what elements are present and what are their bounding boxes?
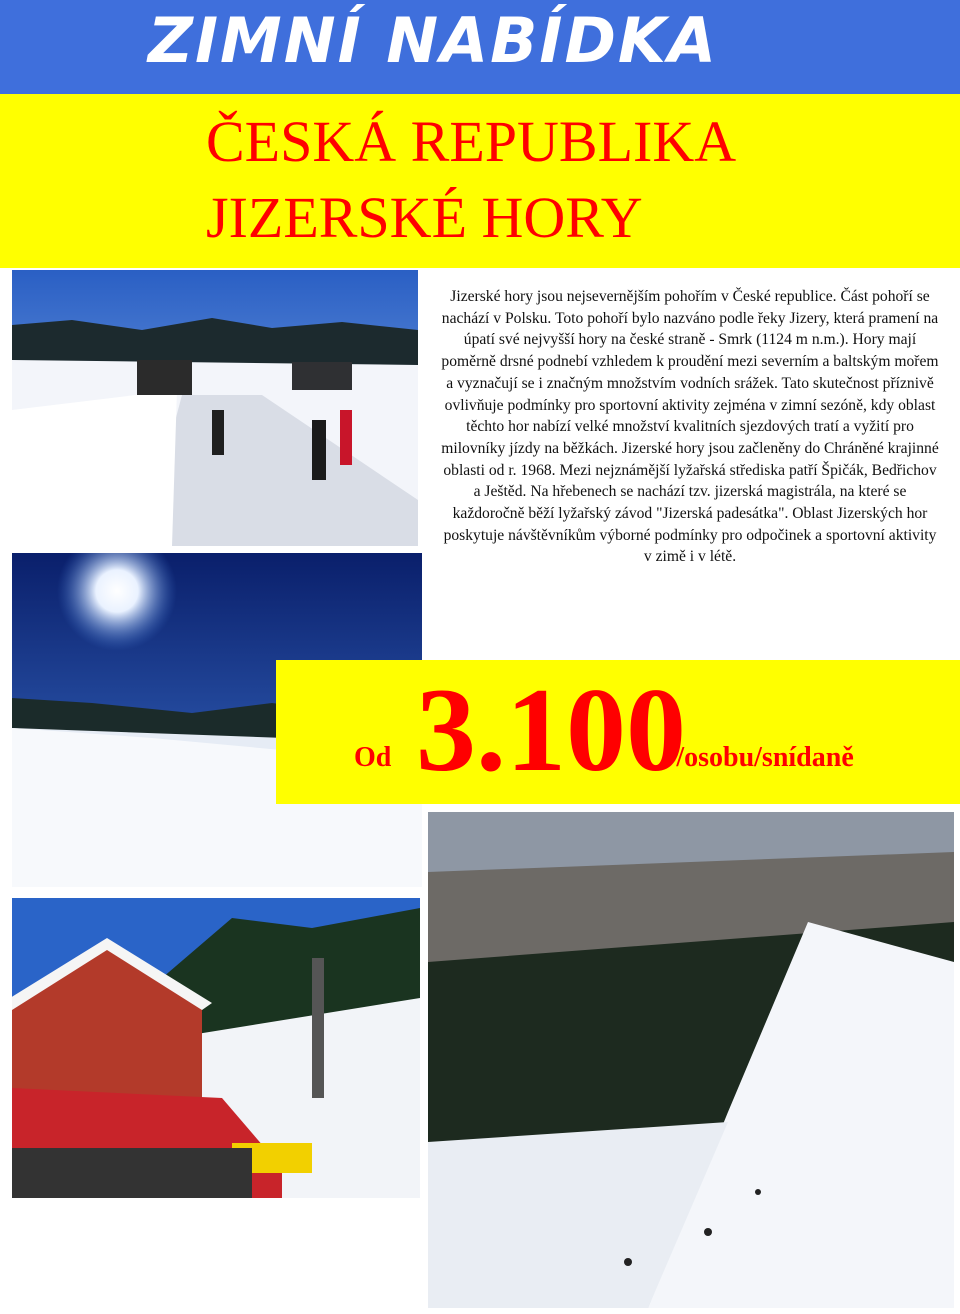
region-description: Jizerské hory jsou nejsevernějším pohořím v České republice. Část pohoří se nachází v Polsku. Toto pohoří bylo nazváno podle řeky Jizery, která pramení na úpatí své nejvyšší hory na české straně - Smrk (1124 m n.m.). Hory mají poměrně drsné podnebí vzhledem k proudění mezi severním a baltským mořem a vyznačují se i značným množstvím vodních srážek. Tato skutečnost příznivě ovlivňuje podmínky pro sportovní aktivity zejména v zimní sezóně, kdy oblast těchto hor nabízí velké množství kvalitních sjezdových tratí a vyžití pro milovníky jízdy na běžkách. Jizerské hory jsou začleněny do Chráněné krajinné oblasti od r. 1968. Mezi nejznámější lyžařská střediska patří Špičák, Bedřichov a Ještěd. Na hřebenech se nachází tzv. jizerská magistrála, na které se každoročně běží lyžařský závod "Jizerská padesátka". Oblast Jizerských hor poskytuje návštěvníkům výborné podmínky pro odpočinek a sportovní aktivity v zimě i v létě. [441, 288, 939, 566]
price-amount: 3.100 [416, 663, 686, 796]
photo-ski-slope [428, 812, 954, 1308]
offer-title: ZIMNÍ NABÍDKA [148, 4, 718, 77]
price-box [276, 660, 960, 804]
destination-region: JIZERSKÉ HORY [206, 185, 643, 250]
photo-mountain-hut [12, 898, 420, 1198]
photo-skiers-road [12, 270, 418, 546]
destination-banner [0, 94, 960, 268]
destination-country: ČESKÁ REPUBLIKA [206, 109, 737, 174]
price-suffix: ,-/osobu/snídaně [660, 742, 854, 773]
title-banner [0, 0, 960, 94]
price-prefix: Od [354, 742, 392, 773]
